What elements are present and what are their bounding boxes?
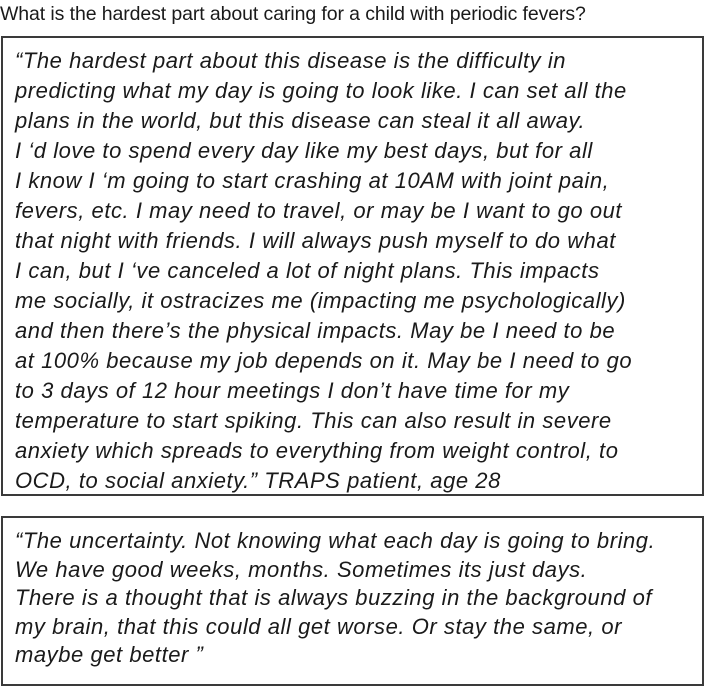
quote-line: at 100% because my job depends on it. May be I need to go xyxy=(15,348,633,373)
quote-line: plans in the world, but this disease can steal it all away. xyxy=(15,108,586,133)
quote-line: and then there’s the physical impacts. May be I need to be xyxy=(15,318,616,343)
quote-line: “The uncertainty. Not knowing what each day is going to bring. xyxy=(15,528,656,553)
quote-line: OCD, to social anxiety.” TRAPS patient, age 28 xyxy=(15,468,501,493)
quote-line: I ‘d love to spend every day like my best days, but for all xyxy=(15,138,593,163)
quote-text xyxy=(15,527,655,670)
quote-line: me socially, it ostracizes me (impacting me psychologically) xyxy=(15,288,626,313)
quote-line: predicting what my day is going to look like. I can set all the xyxy=(15,78,627,103)
quote-line: anxiety which spreads to everything from weight control, to xyxy=(15,438,619,463)
quote-line: I know I ‘m going to start crashing at 10AM with joint pain, xyxy=(15,168,610,193)
quote-line: I can, but I ‘ve canceled a lot of night plans. This impacts xyxy=(15,258,600,283)
quote-box-caregiver xyxy=(1,516,704,686)
quote-box-traps-patient xyxy=(1,36,704,496)
quote-line: maybe get better ” xyxy=(15,642,204,667)
quote-text xyxy=(15,46,632,496)
quote-line: There is a thought that is always buzzing in the background of xyxy=(15,585,653,610)
quote-line: to 3 days of 12 hour meetings I don’t have time for my xyxy=(15,378,570,403)
quote-line: “The hardest part about this disease is the difficulty in xyxy=(15,48,567,73)
quote-line: We have good weeks, months. Sometimes its just days. xyxy=(15,556,588,582)
question-heading: What is the hardest part about caring for a child with periodic fevers? xyxy=(0,3,586,25)
quote-line: temperature to start spiking. This can also result in severe xyxy=(15,408,612,433)
quote-line: fevers, etc. I may need to travel, or may be I want to go out xyxy=(15,198,623,223)
quote-line: that night with friends. I will always push myself to do what xyxy=(15,228,616,253)
quote-line: my brain, that this could all get worse. Or stay the same, or xyxy=(15,613,623,639)
